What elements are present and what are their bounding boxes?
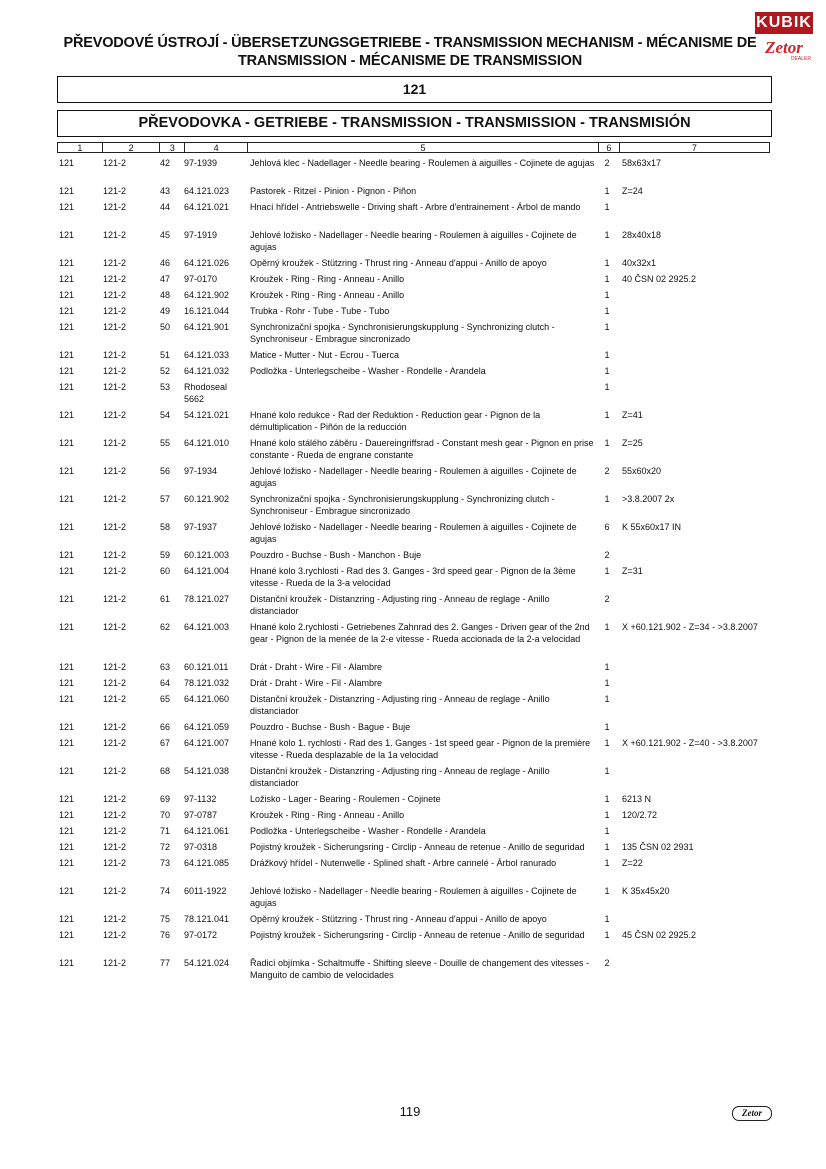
- table-cell-col2: 121-2: [103, 810, 127, 820]
- table-cell-col1: 121: [59, 566, 75, 576]
- table-cell-col5: Drát - Draht - Wire - Fil - Alambre: [250, 678, 383, 688]
- table-cell-col7: Z=41: [622, 410, 643, 420]
- table-cell-col5: Pastorek - Ritzel - Pinion - Pignon - Piñon: [250, 186, 417, 196]
- brand-logo: [755, 12, 813, 64]
- table-cell-col1: 121: [59, 306, 75, 316]
- dealer-label: DEALER: [790, 56, 811, 62]
- table-cell-col6: 1: [604, 858, 610, 868]
- column-header-6: 6: [598, 142, 619, 153]
- group-number: 121: [57, 76, 772, 103]
- table-cell-col4: 97-1934: [184, 466, 218, 476]
- table-cell-col5: Řadicí objímka - Schaltmuffe - Shifting sleeve - Douille de changement des vitesses - Manguito de cambio de velocidades: [250, 958, 589, 980]
- table-cell-col3: 74: [160, 886, 171, 896]
- table-cell-col6: 1: [604, 766, 610, 776]
- table-cell-col2: 121-2: [103, 158, 127, 168]
- table-cell-col4: 64.121.010: [184, 438, 230, 448]
- table-cell-col2: 121-2: [103, 202, 127, 212]
- table-cell-col7: >3.8.2007 2x: [622, 494, 675, 504]
- table-cell-col4: 54.121.038: [184, 766, 230, 776]
- table-row: [0, 841, 826, 857]
- table-cell-col4: 97-1939: [184, 158, 218, 168]
- table-cell-col4: 64.121.033: [184, 350, 230, 360]
- footer-zetor-logo: Zetor: [732, 1106, 772, 1121]
- table-cell-col2: 121-2: [103, 322, 127, 332]
- table-cell-col1: 121: [59, 230, 75, 240]
- table-cell-col3: 59: [160, 550, 171, 560]
- table-cell-col6: 2: [604, 158, 610, 168]
- table-cell-col1: 121: [59, 550, 75, 560]
- table-cell-col2: 121-2: [103, 366, 127, 376]
- table-cell-col7: K 55x60x17 IN: [622, 522, 682, 532]
- table-cell-col1: 121: [59, 930, 75, 940]
- table-cell-col4: 60.121.003: [184, 550, 230, 560]
- table-row: [0, 381, 826, 409]
- table-row: [0, 521, 826, 549]
- table-cell-col6: 2: [604, 550, 610, 560]
- table-cell-col4: 78.121.032: [184, 678, 230, 688]
- table-cell-col6: 1: [604, 826, 610, 836]
- table-cell-col3: 42: [160, 158, 171, 168]
- table-cell-col7: K 35x45x20: [622, 886, 670, 896]
- table-cell-col1: 121: [59, 290, 75, 300]
- table-cell-col5: Matice - Mutter - Nut - Ecrou - Tuerca: [250, 350, 400, 360]
- table-cell-col6: 1: [604, 274, 610, 284]
- table-cell-col3: 63: [160, 662, 171, 672]
- table-cell-col1: 121: [59, 158, 75, 168]
- table-cell-col1: 121: [59, 662, 75, 672]
- table-row: [0, 809, 826, 825]
- table-cell-col3: 66: [160, 722, 171, 732]
- table-cell-col2: 121-2: [103, 274, 127, 284]
- table-cell-col1: 121: [59, 186, 75, 196]
- table-row: [0, 409, 826, 437]
- table-cell-col5: Hnací hřídel - Antriebswelle - Driving shaft - Arbre d'entrainement - Árbol de mando: [250, 202, 581, 212]
- table-cell-col3: 61: [160, 594, 171, 604]
- table-cell-col2: 121-2: [103, 306, 127, 316]
- table-cell-col5: Hnané kolo redukce - Rad der Reduktion - Reduction gear - Pignon de la démultiplication - Piñón de la reducción: [250, 410, 541, 432]
- table-cell-col1: 121: [59, 622, 75, 632]
- table-cell-col4: 60.121.011: [184, 662, 229, 672]
- table-cell-col3: 71: [160, 826, 171, 836]
- table-row: [0, 305, 826, 321]
- table-cell-col4: 64.121.085: [184, 858, 230, 868]
- table-cell-col5: Pojistný kroužek - Sicherungsring - Circlip - Anneau de retenue - Anillo de seguridad: [250, 842, 585, 852]
- table-cell-col6: 1: [604, 914, 610, 924]
- table-cell-col4: 64.121.032: [184, 366, 230, 376]
- table-cell-col3: 44: [160, 202, 171, 212]
- table-cell-col5: Synchronizační spojka - Synchronisierungskupplung - Synchronizing clutch - Synchroniseur - Embrague sincronizado: [250, 322, 555, 344]
- column-header-1: 1: [57, 142, 102, 153]
- table-cell-col1: 121: [59, 810, 75, 820]
- table-cell-col6: 1: [604, 186, 610, 196]
- table-cell-col1: 121: [59, 382, 75, 392]
- table-row: [0, 493, 826, 521]
- table-cell-col3: 57: [160, 494, 171, 504]
- table-row: [0, 565, 826, 593]
- table-cell-col1: 121: [59, 494, 75, 504]
- table-cell-col6: 1: [604, 306, 610, 316]
- table-row: [0, 765, 826, 793]
- table-cell-col3: 46: [160, 258, 171, 268]
- table-cell-col7: 58x63x17: [622, 158, 662, 168]
- table-row: [0, 929, 826, 957]
- table-cell-col7: 40 ČSN 02 2925.2: [622, 274, 697, 284]
- table-cell-col7: X +60.121.902 - Z=40 - >3.8.2007: [622, 738, 758, 748]
- table-cell-col4: 78.121.027: [184, 594, 230, 604]
- table-cell-col6: 1: [604, 694, 610, 704]
- table-cell-col3: 70: [160, 810, 171, 820]
- table-cell-col3: 60: [160, 566, 171, 576]
- table-cell-col1: 121: [59, 914, 75, 924]
- table-cell-col5: Opěrný kroužek - Stützring - Thrust ring - Anneau d'appui - Anillo de apoyo: [250, 258, 547, 268]
- table-cell-col3: 75: [160, 914, 171, 924]
- table-cell-col3: 65: [160, 694, 171, 704]
- table-cell-col7: 28x40x18: [622, 230, 662, 240]
- table-cell-col7: 135 ČSN 02 2931: [622, 842, 694, 852]
- table-row: [0, 793, 826, 809]
- table-cell-col2: 121-2: [103, 662, 127, 672]
- table-cell-col5: Opěrný kroužek - Stützring - Thrust ring - Anneau d'appui - Anillo de apoyo: [250, 914, 547, 924]
- table-cell-col5: Drát - Draht - Wire - Fil - Alambre: [250, 662, 383, 672]
- table-cell-col6: 1: [604, 494, 610, 504]
- table-row: [0, 257, 826, 273]
- table-cell-col2: 121-2: [103, 722, 127, 732]
- table-cell-col5: Hnané kolo 2.rychlosti - Getriebenes Zahnrad des 2. Ganges - Driven gear of the 2nd gear - Pignon de la menée de la 2-e vitesse - Rueda accionada de la 2-a velocidad: [250, 622, 590, 644]
- table-row: [0, 465, 826, 493]
- table-cell-col7: 55x60x20: [622, 466, 662, 476]
- table-row: [0, 825, 826, 841]
- table-cell-col4: 97-0172: [184, 930, 218, 940]
- table-cell-col6: 1: [604, 886, 610, 896]
- table-cell-col2: 121-2: [103, 858, 127, 868]
- table-cell-col5: Distanční kroužek - Distanzring - Adjusting ring - Anneau de reglage - Anillo distanciador: [250, 766, 550, 788]
- table-cell-col7: X +60.121.902 - Z=34 - >3.8.2007: [622, 622, 758, 632]
- table-cell-col2: 121-2: [103, 694, 127, 704]
- table-cell-col5: Hnané kolo 3.rychlosti - Rad des 3. Ganges - 3rd speed gear - Pignon de la 3ème vitesse - Rueda de la 3-a velocidad: [250, 566, 576, 588]
- table-cell-col6: 6: [604, 522, 610, 532]
- table-cell-col5: Jehlové ložisko - Nadellager - Needle bearing - Roulemen à aiguilles - Cojinete de agujas: [250, 886, 577, 908]
- table-cell-col1: 121: [59, 410, 75, 420]
- table-cell-col2: 121-2: [103, 382, 127, 392]
- page-number: 119: [399, 1104, 421, 1119]
- table-cell-col4: 64.121.059: [184, 722, 230, 732]
- table-cell-col6: 1: [604, 566, 610, 576]
- table-cell-col3: 73: [160, 858, 171, 868]
- table-cell-col2: 121-2: [103, 186, 127, 196]
- table-cell-col3: 50: [160, 322, 171, 332]
- table-cell-col2: 121-2: [103, 522, 127, 532]
- page-title-line1: PŘEVODOVÉ ÚSTROJÍ - ÜBERSETZUNGSGETRIEBE - TRANSMISSION MECHANISM - MÉCANISME DE: [63, 35, 757, 51]
- table-cell-col1: 121: [59, 722, 75, 732]
- table-cell-col4: 78.121.041: [184, 914, 230, 924]
- table-row: [0, 737, 826, 765]
- table-cell-col6: 1: [604, 258, 610, 268]
- table-cell-col6: 1: [604, 810, 610, 820]
- table-cell-col4: 64.121.004: [184, 566, 230, 576]
- table-row: [0, 693, 826, 721]
- table-cell-col3: 45: [160, 230, 171, 240]
- table-cell-col5: Trubka - Rohr - Tube - Tube - Tubo: [250, 306, 390, 316]
- table-row: [0, 677, 826, 693]
- table-cell-col6: 1: [604, 438, 610, 448]
- table-cell-col5: Hnané kolo 1. rychlosti - Rad des 1. Ganges - 1st speed gear - Pignon de la première vitesse - Rueda desplazable de la 1a velocidad: [250, 738, 591, 760]
- table-cell-col3: 48: [160, 290, 171, 300]
- table-cell-col2: 121-2: [103, 794, 127, 804]
- table-row: [0, 913, 826, 929]
- table-cell-col4: 64.121.060: [184, 694, 230, 704]
- table-cell-col3: 67: [160, 738, 171, 748]
- table-cell-col2: 121-2: [103, 594, 127, 604]
- table-cell-col2: 121-2: [103, 550, 127, 560]
- table-cell-col4: 54.121.021: [184, 410, 230, 420]
- table-cell-col1: 121: [59, 678, 75, 688]
- table-cell-col6: 1: [604, 678, 610, 688]
- table-cell-col4: 97-0170: [184, 274, 218, 284]
- table-cell-col1: 121: [59, 886, 75, 896]
- section-title: PŘEVODOVKA - GETRIEBE - TRANSMISSION - TRANSMISSION - TRANSMISIÓN: [57, 110, 772, 137]
- table-cell-col4: 97-1919: [184, 230, 218, 240]
- table-cell-col2: 121-2: [103, 826, 127, 836]
- table-row: [0, 273, 826, 289]
- table-cell-col2: 121-2: [103, 886, 127, 896]
- table-cell-col3: 68: [160, 766, 171, 776]
- table-row: [0, 321, 826, 349]
- table-cell-col2: 121-2: [103, 494, 127, 504]
- table-cell-col6: 1: [604, 662, 610, 672]
- page-title: [60, 34, 760, 70]
- table-cell-col1: 121: [59, 274, 75, 284]
- table-cell-col4: 64.121.026: [184, 258, 230, 268]
- table-row: [0, 549, 826, 565]
- table-row: [0, 185, 826, 201]
- table-cell-col6: 1: [604, 930, 610, 940]
- table-cell-col3: 52: [160, 366, 171, 376]
- table-row: [0, 661, 826, 677]
- table-cell-col4: 97-1132: [184, 794, 217, 804]
- table-cell-col3: 77: [160, 958, 171, 968]
- column-header-2: 2: [102, 142, 160, 153]
- table-cell-col3: 49: [160, 306, 171, 316]
- table-cell-col1: 121: [59, 958, 75, 968]
- table-cell-col6: 1: [604, 366, 610, 376]
- table-cell-col6: 1: [604, 794, 610, 804]
- table-cell-col2: 121-2: [103, 766, 127, 776]
- table-cell-col4: 16.121.044: [184, 306, 230, 316]
- table-cell-col4: 64.121.023: [184, 186, 230, 196]
- table-row: [0, 349, 826, 365]
- page-title-line2: TRANSMISSION - MÉCANISME DE TRANSMISSION: [237, 53, 583, 69]
- table-cell-col5: Jehlové ložisko - Nadellager - Needle bearing - Roulemen à aiguilles - Cojinete de agujas: [250, 466, 577, 488]
- table-cell-col1: 121: [59, 258, 75, 268]
- column-header-7: 7: [619, 142, 770, 153]
- table-cell-col3: 62: [160, 622, 171, 632]
- table-cell-col3: 56: [160, 466, 171, 476]
- table-cell-col4: 60.121.902: [184, 494, 230, 504]
- table-cell-col3: 47: [160, 274, 171, 284]
- table-cell-col3: 43: [160, 186, 171, 196]
- table-cell-col6: 1: [604, 622, 610, 632]
- column-header-5: 5: [247, 142, 598, 153]
- table-row: [0, 885, 826, 913]
- table-row: [0, 721, 826, 737]
- table-cell-col4: 64.121.003: [184, 622, 230, 632]
- table-cell-col1: 121: [59, 522, 75, 532]
- table-cell-col2: 121-2: [103, 290, 127, 300]
- table-cell-col2: 121-2: [103, 350, 127, 360]
- table-cell-col5: Podložka - Unterlegscheibe - Washer - Rondelle - Arandela: [250, 366, 486, 376]
- table-cell-col2: 121-2: [103, 914, 127, 924]
- table-cell-col3: 53: [160, 382, 171, 392]
- table-cell-col3: 64: [160, 678, 171, 688]
- table-cell-col2: 121-2: [103, 930, 127, 940]
- table-cell-col4: 64.121.061: [184, 826, 230, 836]
- table-cell-col4: 64.121.007: [184, 738, 230, 748]
- table-cell-col3: 54: [160, 410, 171, 420]
- table-cell-col1: 121: [59, 202, 75, 212]
- table-cell-col6: 1: [604, 230, 610, 240]
- table-row: [0, 157, 826, 185]
- table-cell-col3: 58: [160, 522, 171, 532]
- table-cell-col7: Z=31: [622, 566, 643, 576]
- table-row: [0, 957, 826, 985]
- table-cell-col4: 97-0318: [184, 842, 218, 852]
- table-row: [0, 201, 826, 229]
- table-cell-col6: 1: [604, 738, 610, 748]
- table-cell-col3: 72: [160, 842, 171, 852]
- table-cell-col6: 1: [604, 322, 610, 332]
- table-cell-col5: Pojistný kroužek - Sicherungsring - Circlip - Anneau de retenue - Anillo de seguridad: [250, 930, 585, 940]
- table-cell-col1: 121: [59, 794, 75, 804]
- table-cell-col5: Synchronizační spojka - Synchronisierungskupplung - Synchronizing clutch - Synchroniseur - Embrague sincronizado: [250, 494, 555, 516]
- table-cell-col2: 121-2: [103, 466, 127, 476]
- table-row: [0, 593, 826, 621]
- table-cell-col5: Ložisko - Lager - Bearing - Roulemen - Cojinete: [250, 794, 441, 804]
- table-row: [0, 621, 826, 661]
- table-cell-col5: Distanční kroužek - Distanzring - Adjusting ring - Anneau de reglage - Anillo distanciador: [250, 694, 550, 716]
- table-row: [0, 365, 826, 381]
- table-cell-col2: 121-2: [103, 842, 127, 852]
- table-cell-col7: Z=24: [622, 186, 643, 196]
- table-cell-col1: 121: [59, 466, 75, 476]
- table-cell-col1: 121: [59, 694, 75, 704]
- table-cell-col1: 121: [59, 858, 75, 868]
- table-cell-col3: 76: [160, 930, 171, 940]
- table-cell-col2: 121-2: [103, 230, 127, 240]
- table-cell-col5: Kroužek - Ring - Ring - Anneau - Anillo: [250, 290, 405, 300]
- table-cell-col2: 121-2: [103, 438, 127, 448]
- table-cell-col6: 1: [604, 290, 610, 300]
- table-cell-col3: 69: [160, 794, 171, 804]
- table-cell-col6: 1: [604, 350, 610, 360]
- kubik-logo: KUBIK: [755, 12, 813, 34]
- table-cell-col7: Z=22: [622, 858, 643, 868]
- table-cell-col1: 121: [59, 322, 75, 332]
- table-cell-col1: 121: [59, 766, 75, 776]
- table-cell-col7: Z=25: [622, 438, 643, 448]
- table-cell-col3: 51: [160, 350, 171, 360]
- table-cell-col6: 1: [604, 410, 610, 420]
- table-cell-col2: 121-2: [103, 738, 127, 748]
- table-cell-col6: 2: [604, 958, 610, 968]
- table-cell-col4: 64.121.901: [184, 322, 230, 332]
- table-cell-col1: 121: [59, 842, 75, 852]
- table-cell-col7: 6213 N: [622, 794, 652, 804]
- table-cell-col7: 45 ČSN 02 2925.2: [622, 930, 697, 940]
- table-cell-col5: Kroužek - Ring - Ring - Anneau - Anillo: [250, 274, 405, 284]
- table-cell-col5: Pouzdro - Buchse - Bush - Manchon - Buje: [250, 550, 422, 560]
- table-cell-col4: 97-0787: [184, 810, 218, 820]
- table-cell-col6: 2: [604, 594, 610, 604]
- table-cell-col7: 120/2.72: [622, 810, 658, 820]
- column-header-4: 4: [184, 142, 247, 153]
- table-cell-col5: Distanční kroužek - Distanzring - Adjusting ring - Anneau de reglage - Anillo distanciador: [250, 594, 550, 616]
- table-cell-col2: 121-2: [103, 258, 127, 268]
- table-cell-col5: Kroužek - Ring - Ring - Anneau - Anillo: [250, 810, 405, 820]
- table-cell-col4: 54.121.024: [184, 958, 230, 968]
- table-cell-col2: 121-2: [103, 958, 127, 968]
- table-cell-col5: Drážkový hřídel - Nutenwelle - Splined shaft - Arbre cannelé - Árbol ranurado: [250, 858, 557, 868]
- table-cell-col5: Jehlové ložisko - Nadellager - Needle bearing - Roulemen à aiguilles - Cojinete de agujas: [250, 522, 577, 544]
- table-row: [0, 229, 826, 257]
- table-cell-col5: Hnané kolo stálého záběru - Dauereingriffsrad - Constant mesh gear - Pignon en prise constante - Rueda de engrane constante: [250, 438, 594, 460]
- table-cell-col2: 121-2: [103, 566, 127, 576]
- table-cell-col4: Rhodoseal 5662: [184, 382, 228, 404]
- table-cell-col5: Jehlové ložisko - Nadellager - Needle bearing - Roulemen à aiguilles - Cojinete de agujas: [250, 230, 577, 252]
- column-header-3: 3: [159, 142, 184, 153]
- table-cell-col1: 121: [59, 366, 75, 376]
- table-cell-col6: 2: [604, 466, 610, 476]
- table-cell-col4: 97-1937: [184, 522, 218, 532]
- table-cell-col1: 121: [59, 350, 75, 360]
- table-cell-col5: Pouzdro - Buchse - Bush - Bague - Buje: [250, 722, 411, 732]
- table-cell-col2: 121-2: [103, 622, 127, 632]
- table-row: [0, 289, 826, 305]
- table-cell-col1: 121: [59, 594, 75, 604]
- zetor-logo: Zetor: [765, 38, 803, 57]
- table-cell-col7: 40x32x1: [622, 258, 657, 268]
- table-cell-col1: 121: [59, 438, 75, 448]
- table-cell-col6: 1: [604, 202, 610, 212]
- table-cell-col5: Jehlová klec - Nadellager - Needle bearing - Roulemen à aiguilles - Cojinete de agujas: [250, 158, 595, 168]
- table-cell-col3: 55: [160, 438, 171, 448]
- parts-table: [0, 157, 826, 985]
- table-row: [0, 857, 826, 885]
- table-row: [0, 437, 826, 465]
- table-cell-col1: 121: [59, 738, 75, 748]
- table-cell-col5: Podložka - Unterlegscheibe - Washer - Rondelle - Arandela: [250, 826, 486, 836]
- column-header: [57, 142, 770, 153]
- table-cell-col6: 1: [604, 722, 610, 732]
- table-cell-col6: 1: [604, 842, 610, 852]
- table-cell-col4: 6011-1922: [184, 886, 227, 896]
- table-cell-col1: 121: [59, 826, 75, 836]
- table-cell-col6: 1: [604, 382, 610, 392]
- table-cell-col4: 64.121.902: [184, 290, 230, 300]
- table-cell-col2: 121-2: [103, 410, 127, 420]
- table-cell-col2: 121-2: [103, 678, 127, 688]
- table-cell-col4: 64.121.021: [184, 202, 230, 212]
